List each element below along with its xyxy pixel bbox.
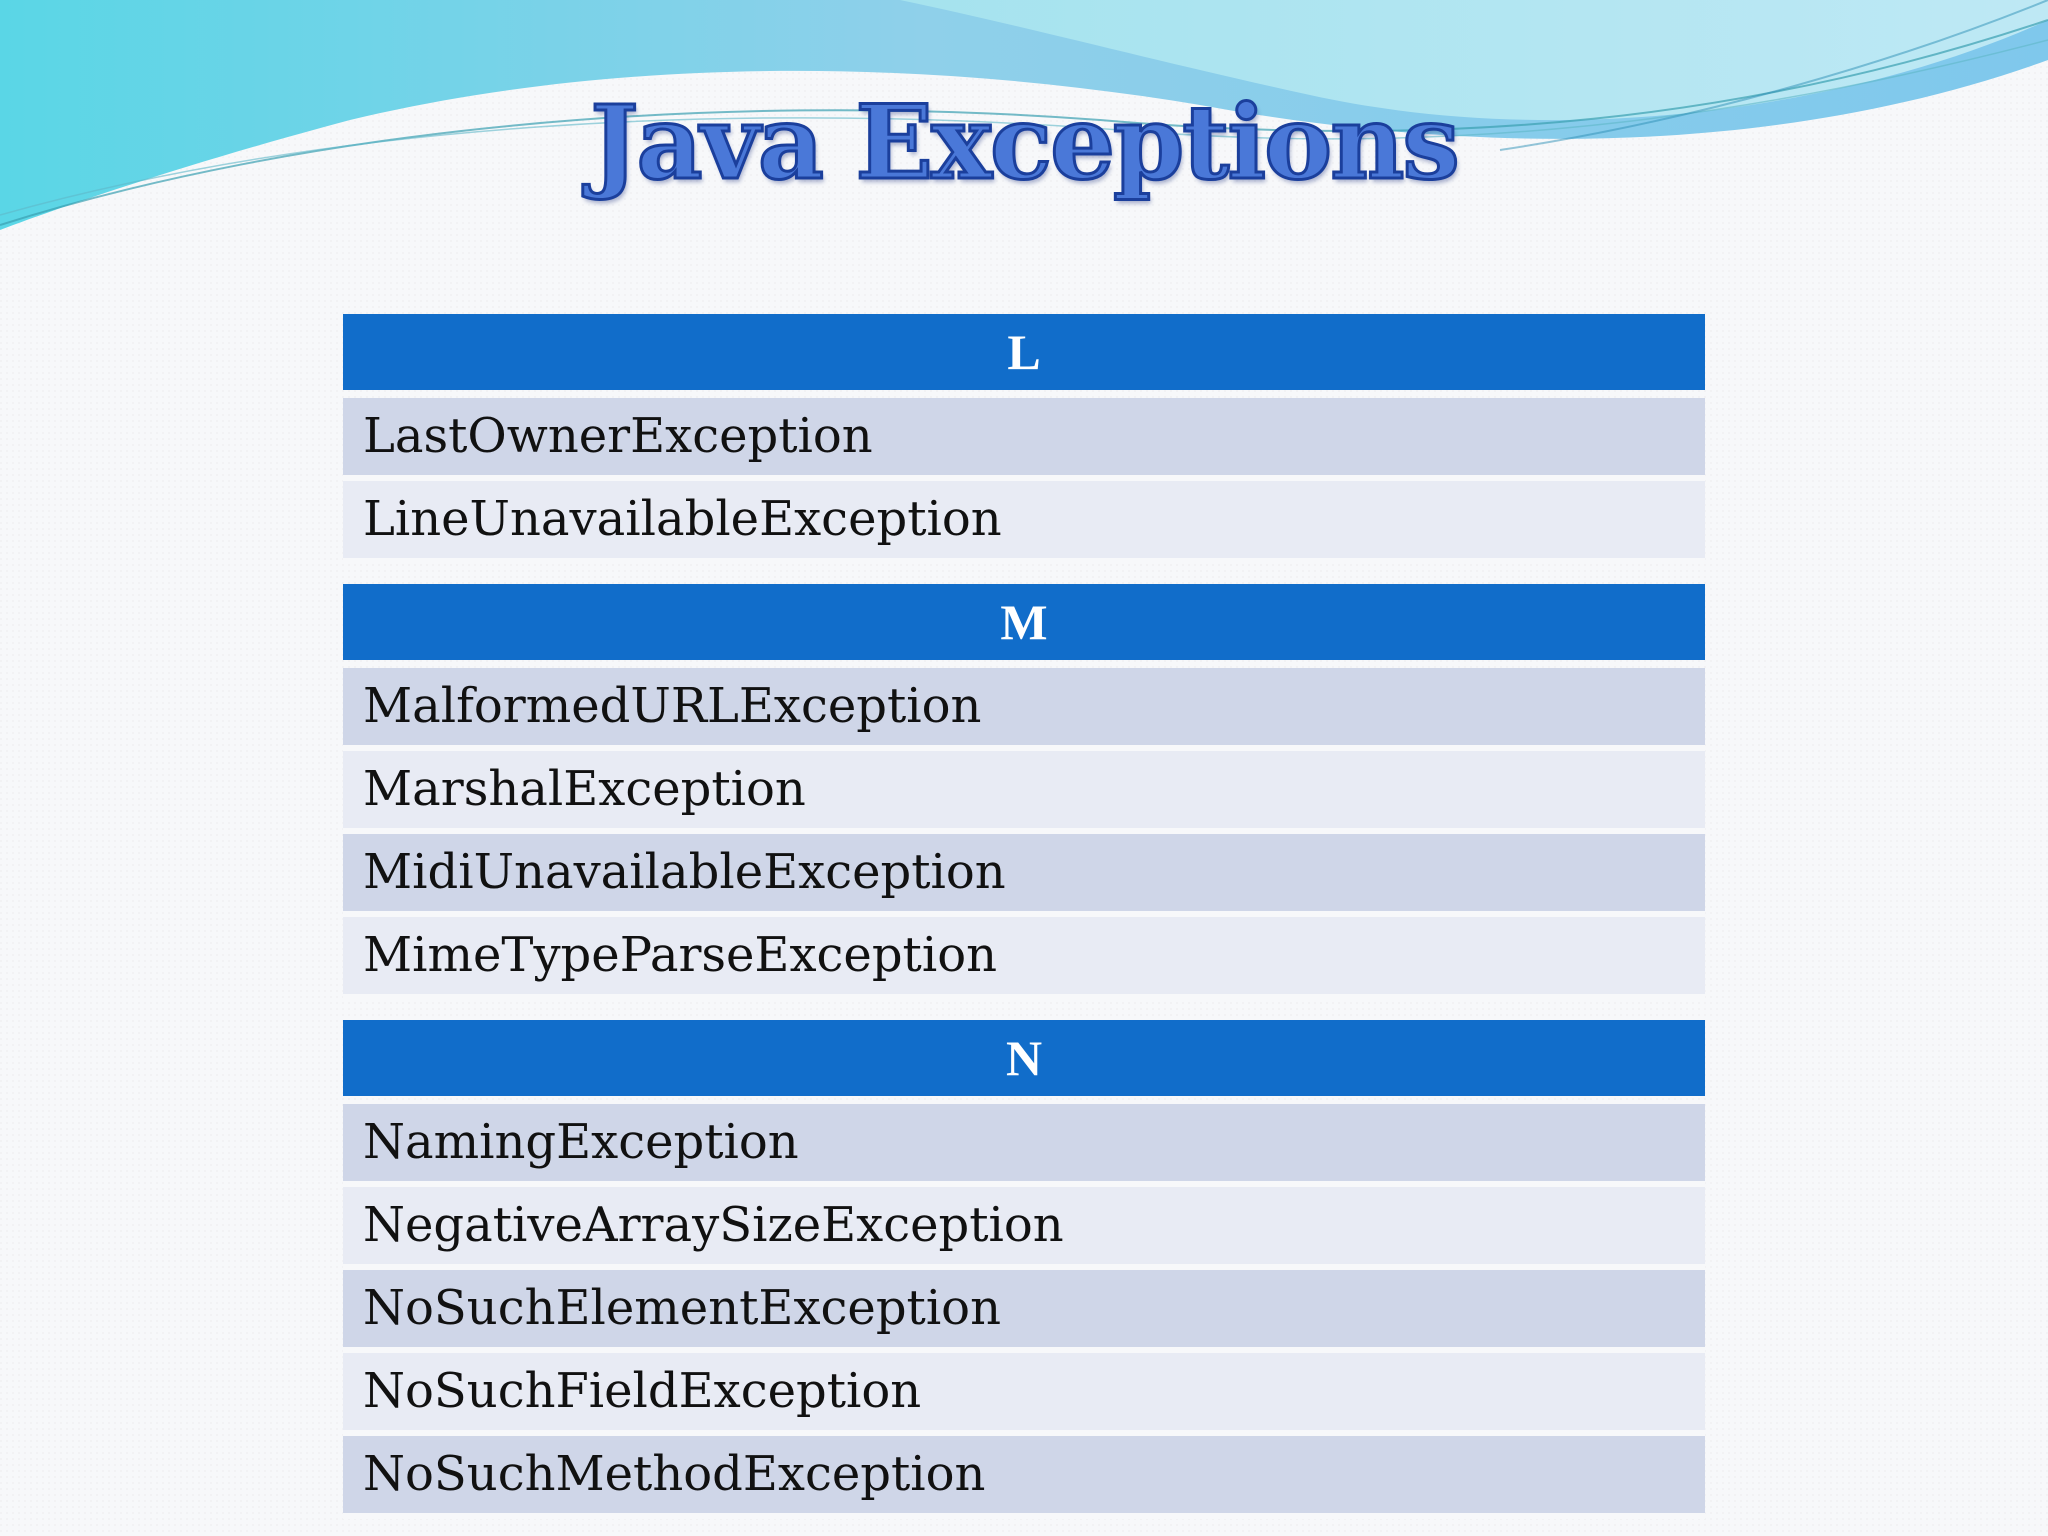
table-row: MimeTypeParseException <box>343 917 1705 1000</box>
group-m <box>343 584 1705 1000</box>
group-header-m: M <box>343 584 1705 660</box>
table-row: LastOwnerException <box>343 398 1705 481</box>
slide-title: Java Exceptions <box>590 83 1458 203</box>
table-row: NoSuchElementException <box>343 1270 1705 1353</box>
table-row: NoSuchMethodException <box>343 1436 1705 1519</box>
group-spacer <box>343 1000 1705 1020</box>
table-row: NoSuchFieldException <box>343 1353 1705 1436</box>
group-l <box>343 314 1705 564</box>
group-n <box>343 1020 1705 1519</box>
table-row: MalformedURLException <box>343 668 1705 751</box>
exceptions-table <box>343 314 1705 1519</box>
group-header-l: L <box>343 314 1705 390</box>
table-row: MarshalException <box>343 751 1705 834</box>
table-row: NegativeArraySizeException <box>343 1187 1705 1270</box>
group-spacer <box>343 564 1705 584</box>
table-row: MidiUnavailableException <box>343 834 1705 917</box>
table-row: LineUnavailableException <box>343 481 1705 564</box>
group-header-n: N <box>343 1020 1705 1096</box>
table-row: NamingException <box>343 1104 1705 1187</box>
